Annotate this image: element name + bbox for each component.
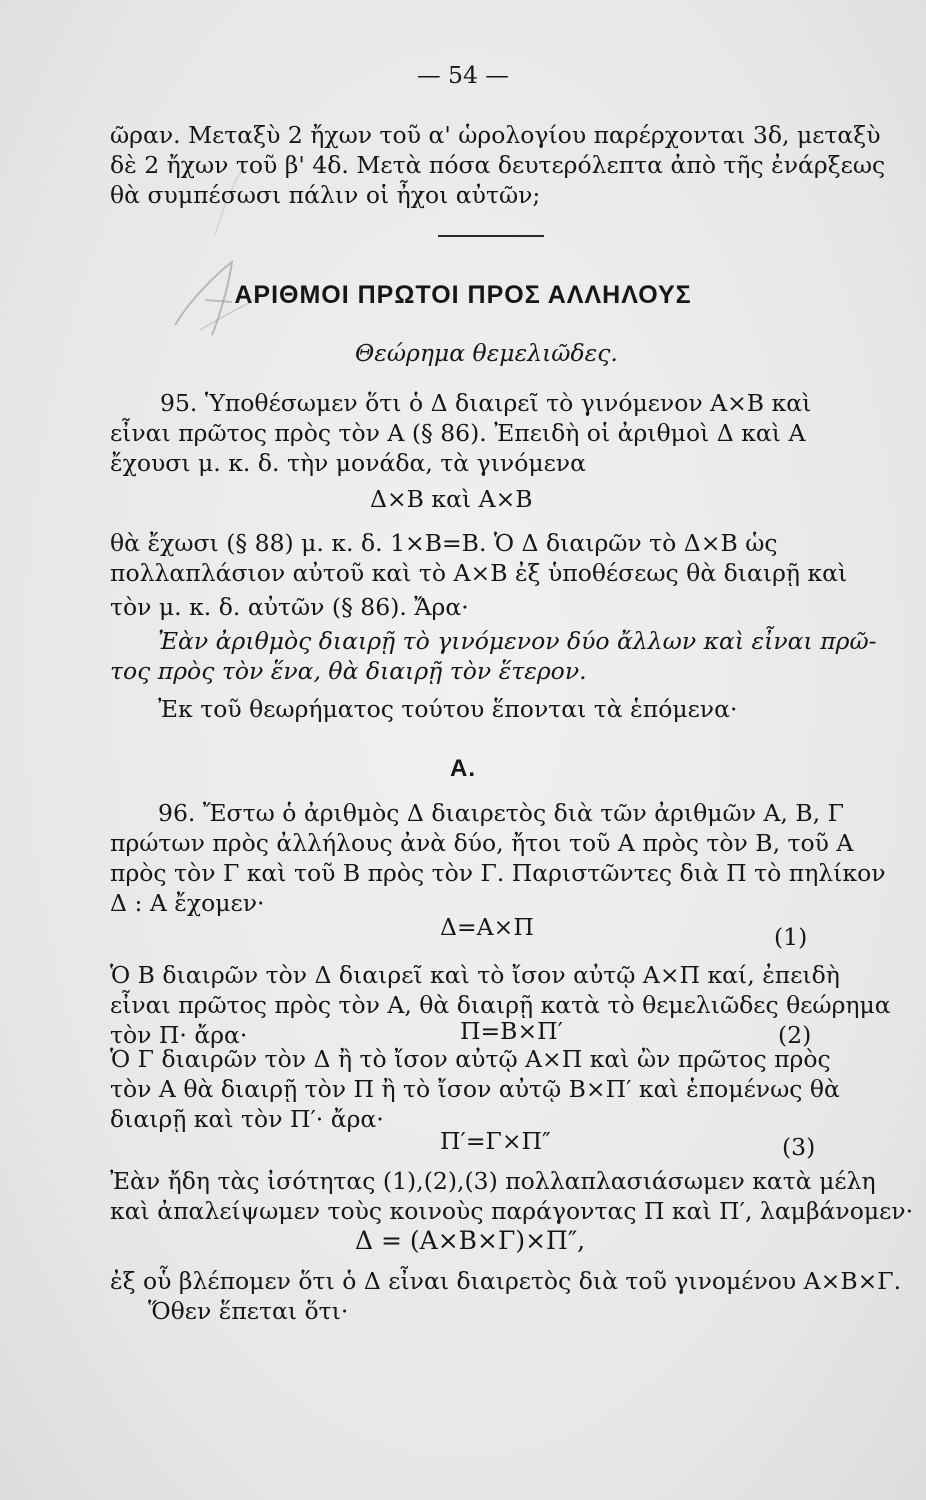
equation-3-number: (3) xyxy=(782,1133,816,1161)
section-divider xyxy=(438,235,544,237)
paragraph-95-line: εἶναι πρῶτος πρὸς τὸν Α (§ 86). Ἐπειδὴ οἱ ἀριθμοὶ Δ καὶ Α xyxy=(110,419,806,447)
equation-1-number: (1) xyxy=(774,923,808,951)
paragraph-96-line: πρώτων πρὸς ἀλλήλους ἀνὰ δύο, ἤτοι τοῦ Α πρὸς τὸν Β, τοῦ Α xyxy=(110,829,854,857)
paragraph-95-line: πολλαπλάσιον αὐτοῦ καὶ τὸ Α×Β ἐξ ὑποθέσεως θὰ διαιρῇ καὶ xyxy=(110,559,848,587)
equation-2: Π=Β×Π′ xyxy=(460,1017,563,1045)
paragraph-96-line: ἐξ οὗ βλέπομεν ὅτι ὁ Δ εἶναι διαιρετὸς διὰ τοῦ γινομένου Α×Β×Γ. xyxy=(110,1267,902,1295)
paragraph-96-line: 96. Ἔστω ὁ ἀριθμὸς Δ διαιρετὸς διὰ τῶν ἀριθμῶν Α, Β, Γ xyxy=(158,799,844,827)
consequence-intro: Ἐκ τοῦ θεωρήματος τούτου ἕπονται τὰ ἑπόμενα· xyxy=(158,695,738,723)
paragraph-96-line: καὶ ἀπαλείψωμεν τοὺς κοινοὺς παράγοντας Π καὶ Π′, λαμβάνομεν· xyxy=(110,1197,914,1225)
section-heading: ΑΡΙΘΜΟΙ ΠΡΩΤΟΙ ΠΡΟΣ ΑΛΛΗΛΟΥΣ xyxy=(234,281,692,309)
equation-4: Δ = (Α×Β×Γ)×Π″, xyxy=(355,1226,586,1255)
paragraph-96-line: Ὁ Γ διαιρῶν τὸν Δ ἢ τὸ ἴσον αὐτῷ Α×Π καὶ ὢν πρῶτος πρὸς xyxy=(110,1045,831,1073)
paragraph-96-line: Δ : Α ἔχομεν· xyxy=(110,889,265,917)
paragraph-95-line: θὰ ἔχωσι (§ 88) μ. κ. δ. 1×Β=Β. Ὁ Δ διαιρῶν τὸ Δ×Β ὡς xyxy=(110,529,778,557)
paragraph-95-line: 95. Ὑποθέσωμεν ὅτι ὁ Δ διαιρεῖ τὸ γινόμενον Α×Β καὶ xyxy=(160,389,812,417)
equation-1: Δ=Α×Π xyxy=(440,913,534,941)
text-line: θὰ συμπέσωσι πάλιν οἱ ἦχοι αὐτῶν; xyxy=(110,181,541,209)
theorem-subheading: Θεώρημα θεμελιῶδες. xyxy=(355,339,618,367)
text-line: ῶραν. Μεταξὺ 2 ἤχων τοῦ α' ὡρολογίου παρέρχονται 3δ, μεταξὺ xyxy=(110,121,881,149)
paragraph-96-line: Ἐὰν ἤδη τὰς ἰσότητας (1),(2),(3) πολλαπλασιάσωμεν κατὰ μέλη xyxy=(110,1167,876,1195)
equation-products: Δ×Β καὶ Α×Β xyxy=(370,485,533,513)
paragraph-96-line: Ὅθεν ἕπεται ὅτι· xyxy=(148,1297,349,1325)
theorem-statement-line: τος πρὸς τὸν ἕνα, θὰ διαιρῇ τὸν ἕτερον. xyxy=(110,657,587,685)
paragraph-96-line: πρὸς τὸν Γ καὶ τοῦ Β πρὸς τὸν Γ. Παριστῶντες διὰ Π τὸ πηλίκον xyxy=(110,859,886,887)
paragraph-96-line: εἶναι πρῶτος πρὸς τὸν Α, θὰ διαιρῇ κατὰ τὸ θεμελιῶδες θεώρημα xyxy=(110,991,891,1019)
paragraph-96-line: τὸν Π· ἄρα· xyxy=(110,1021,248,1049)
paragraph-96-line: διαιρῇ καὶ τὸν Π′· ἄρα· xyxy=(110,1105,384,1133)
paragraph-95-line: ἔχουσι μ. κ. δ. τὴν μονάδα, τὰ γινόμενα xyxy=(110,449,586,477)
text-line: δὲ 2 ἤχων τοῦ β' 4δ. Μετὰ πόσα δευτερόλεπτα ἀπὸ τῆς ἐνάρξεως xyxy=(110,151,886,179)
equation-3: Π′=Γ×Π″ xyxy=(440,1127,551,1155)
theorem-statement-line: Ἐὰν ἀριθμὸς διαιρῇ τὸ γινόμενον δύο ἄλλων καὶ εἶναι πρῶ- xyxy=(158,627,877,655)
subsection-label: Α. xyxy=(450,755,476,782)
paragraph-96-line: Ὁ Β διαιρῶν τὸν Δ διαιρεῖ καὶ τὸ ἴσον αὐτῷ Α×Π καί, ἐπειδὴ xyxy=(110,961,840,989)
page-number: — 54 — xyxy=(417,61,509,89)
paragraph-95-line: τὸν μ. κ. δ. αὐτῶν (§ 86). Ἄρα· xyxy=(110,593,469,621)
equation-2-number: (2) xyxy=(778,1021,812,1049)
paragraph-96-line: τὸν Α θὰ διαιρῇ τὸν Π ἢ τὸ ἴσον αὐτῷ Β×Π′ καὶ ἑπομένως θὰ xyxy=(110,1075,840,1103)
